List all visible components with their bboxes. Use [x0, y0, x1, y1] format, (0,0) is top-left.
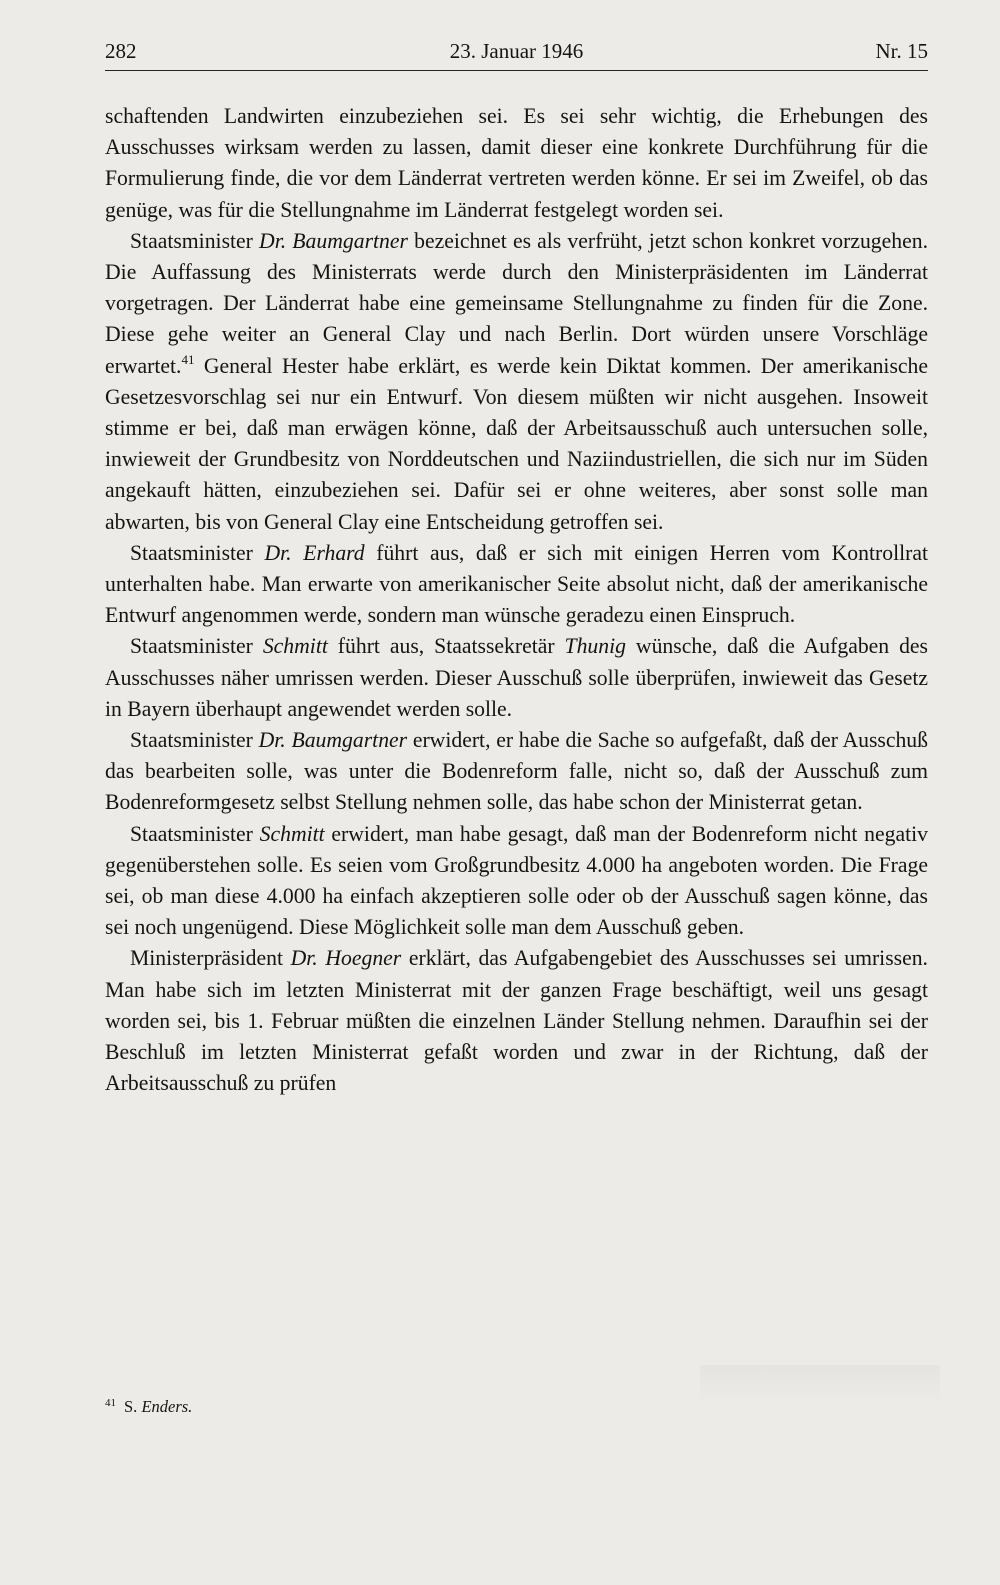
issue-number: Nr. 15: [875, 39, 928, 63]
paragraph: [105, 226, 928, 538]
paragraph-text: schaftenden Landwirten einzubeziehen sei. Es sei sehr wichtig, die Erhebungen des Ausschusses wirksam werden zu lassen, damit dieser eine konkrete Durchführung für die Formulierung finde, die vor dem Länderrat vertreten werden könne. Er sei im Zweifel, ob das genüge, was für die Stellungnahme im Länderrat festgelegt worden sei.: [105, 104, 928, 222]
speaker-name: Dr. Hoegner: [290, 946, 402, 971]
footnote-text-prefix: S.: [124, 1397, 142, 1416]
paragraph-text: führt aus, daß er sich mit einigen Herren vom Kontrollrat unterhalten habe. Man erwarte von amerikanischer Seite absolut nicht, daß der amerikanische Entwurf angenommen werde, sondern man wünsche geradezu einen Einspruch.: [105, 540, 928, 628]
paragraph-text: Staatsminister: [130, 634, 263, 659]
speaker-name: Dr. Baumgartner: [259, 228, 408, 253]
speaker-name: Thunig: [564, 634, 626, 659]
footnote-text-name: Enders.: [141, 1397, 193, 1416]
paragraph: [105, 101, 928, 226]
speaker-name: Schmitt: [259, 821, 325, 846]
body-text: [105, 101, 928, 1100]
paragraph-text: Ministerpräsident: [130, 946, 291, 971]
bleed-through-shade: [700, 1365, 940, 1405]
paragraph: [105, 943, 928, 1099]
footnote-reference: 41: [181, 351, 195, 367]
speaker-name: Dr. Baumgartner: [258, 728, 408, 753]
paragraph-text: Staatsminister: [130, 540, 265, 565]
paragraph-text: Staatsminister: [130, 728, 259, 753]
paragraph-text: Staatsminister: [130, 228, 260, 253]
speaker-name: Schmitt: [262, 634, 328, 659]
paragraph-text: erwidert, er habe die Sache so aufgefaßt, daß der Ausschuß das bearbeiten solle, was unter die Bodenreform falle, nicht so, daß der Ausschuß zum Bodenreformgesetz selbst Stellung nehmen solle, das habe schon der Ministerrat getan.: [105, 728, 928, 815]
paragraph-text: bezeichnet es als verfrüht, jetzt schon konkret vorzugehen. Die Auffassung des Ministerrats werde durch den Ministerpräsidenten im Länderrat vorgetragen. Der Länderrat habe eine gemeinsame Stellungnahme zu finden für die Zone. Diese gehe weiter an General Clay und nach Berlin. Dort würden unsere Vorschläge erwartet.: [105, 228, 928, 378]
footnote-number: 41: [105, 1397, 116, 1409]
paragraph: [105, 819, 928, 944]
paragraph-text: erklärt, das Aufgabengebiet des Ausschusses sei umrissen. Man habe sich im letzten Ministerrat mit der ganzen Frage beschäftigt, weil uns gesagt worden sei, bis 1. Februar müßten die einzelnen Länder Stellung nehmen. Daraufhin sei der Beschluß im letzten Ministerrat gefaßt worden und zwar in der Richtung, daß der Arbeitsausschuß zu prüfen: [105, 946, 928, 1096]
paragraph: [105, 725, 928, 819]
paragraph-text: führt aus, Staatssekretär: [327, 634, 565, 659]
paragraph-text: Staatsminister: [130, 821, 260, 846]
running-head-date: 23. Januar 1946: [449, 39, 584, 63]
paragraph: [105, 631, 928, 725]
paragraph-text: wünsche, daß die Aufgaben des Ausschusses näher umrissen werden. Dieser Ausschuß solle überprüfen, inwieweit das Gesetz in Bayern überhaupt angewendet werden solle.: [105, 634, 928, 721]
paragraph-text: erwidert, man habe gesagt, daß man der Bodenreform nicht negativ gegenüberstehen solle. Es seien vom Großgrundbesitz 4.000 ha angeboten worden. Die Frage sei, ob man diese 4.000 ha einfach akzeptieren solle oder ob der Ausschuß sagen könne, das sei noch ungenügend. Diese Möglichkeit solle man dem Ausschuß geben.: [105, 821, 928, 940]
page-header: [105, 34, 928, 71]
paragraph: [105, 538, 928, 632]
paragraph-text: General Hester habe erklärt, es werde kein Diktat kommen. Der amerikanische Gesetzesvorschlag sei nur ein Entwurf. Von diesem müßten wir nicht ausgehen. Insoweit stimme er bei, daß man erwägen könne, daß der Arbeitsausschuß auch untersuchen solle, inwieweit der Grundbesitz von Norddeutschen und Naziindustriellen, die sich nur im Süden angekauft hätten, einzubeziehen sei. Dafür sei er ohne weiteres, aber sonst solle man abwarten, bis von General Clay eine Entscheidung getroffen sei.: [105, 353, 928, 534]
page-number: 282: [105, 39, 137, 63]
speaker-name: Dr. Erhard: [264, 540, 365, 565]
